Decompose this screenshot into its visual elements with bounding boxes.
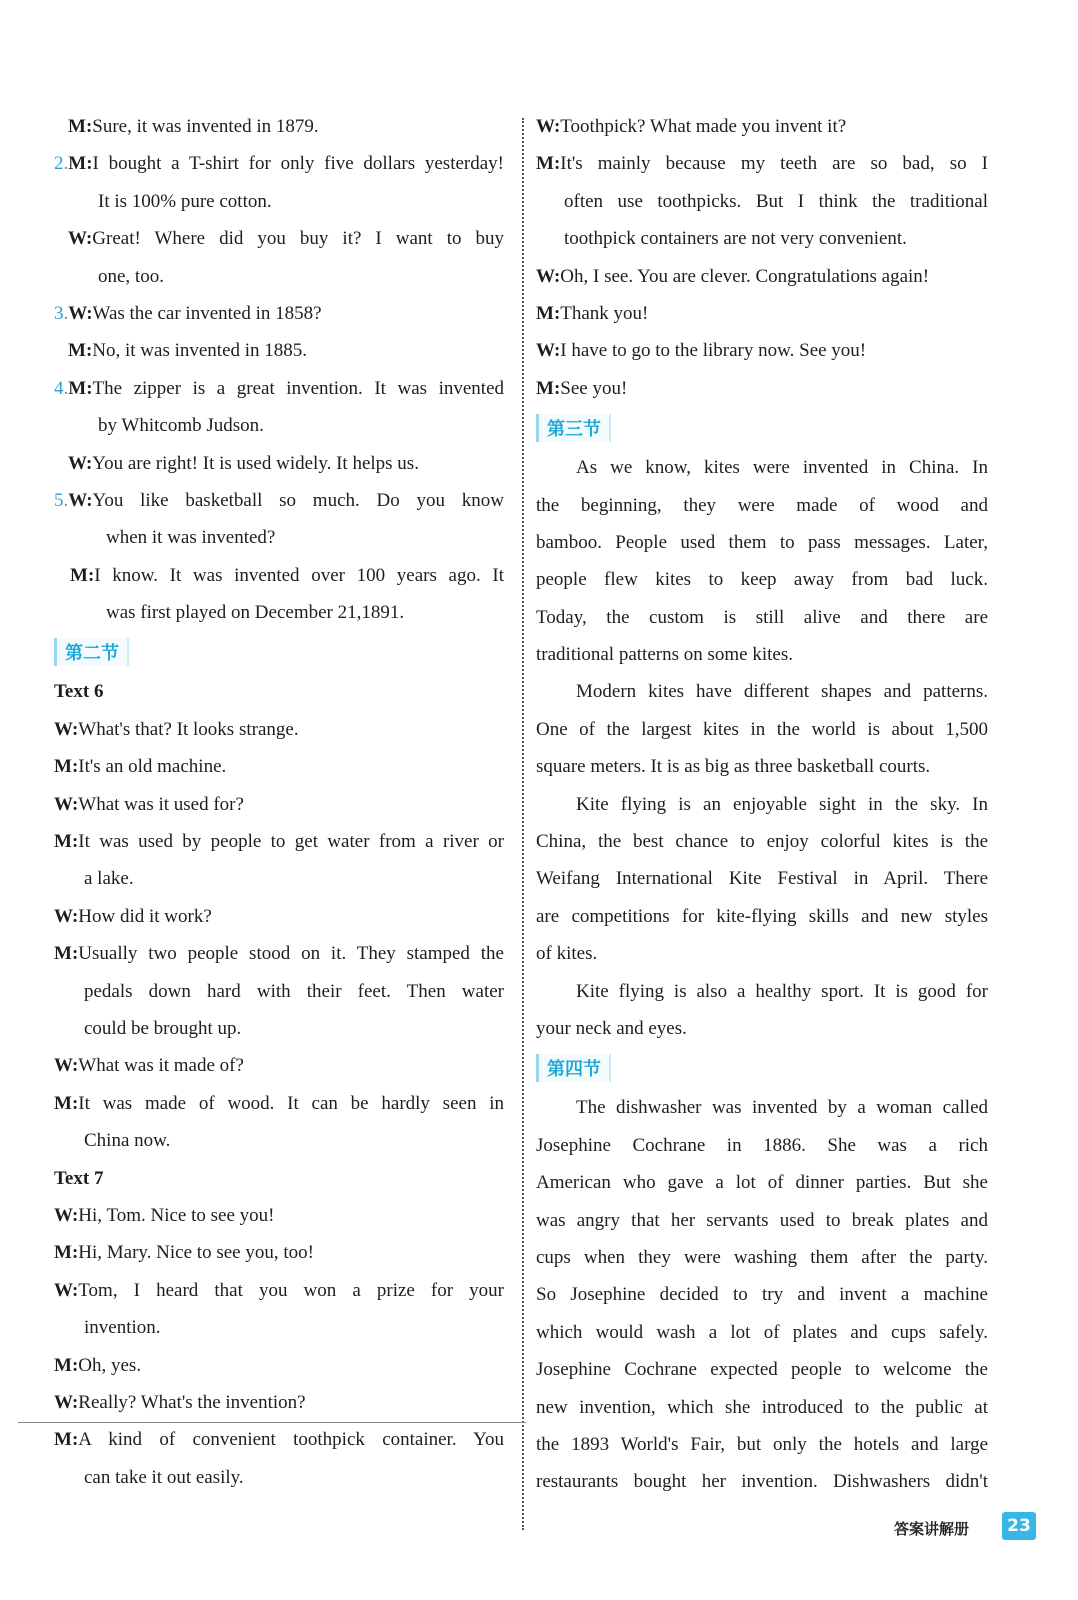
line-text: I have to go to the library now. See you!	[560, 340, 867, 362]
text-line	[54, 973, 504, 1010]
line-text: Text 7	[54, 1167, 104, 1189]
speaker-label: M	[54, 756, 72, 778]
speaker-label: M	[68, 116, 86, 137]
line-text: was angry that her servants used to break plates and	[536, 1209, 988, 1231]
line-text: one, too.	[98, 265, 164, 287]
dialogue-line: W:How did it work?	[54, 905, 212, 927]
text-line	[536, 860, 988, 897]
line-text: Text 6	[54, 681, 104, 703]
line-text: As we know, kites were invented in China. In	[576, 457, 988, 479]
section-heading	[536, 407, 988, 449]
line-text: What's that? It looks strange.	[78, 718, 299, 740]
line-text: Oh, I see. You are clever. Congratulations again!	[560, 265, 930, 287]
line-text: American who gave a lot of dinner parties. But she	[536, 1172, 988, 1194]
line-text: are competitions for kite-flying skills and new styles	[536, 905, 988, 927]
speaker-label: W	[536, 116, 554, 137]
speaker-label: W	[54, 1279, 72, 1301]
line-text: invention.	[84, 1317, 161, 1339]
text-line	[536, 1089, 988, 1126]
line-text: could be brought up.	[84, 1017, 242, 1039]
dialogue-line: M:No, it was invented in 1885.	[68, 340, 308, 362]
speaker-label: M	[68, 377, 87, 399]
line-text: No, it was invented in 1885.	[92, 340, 308, 362]
text-line	[536, 1202, 988, 1239]
speaker-label: W	[54, 905, 72, 927]
text-line	[536, 449, 988, 486]
speaker-label: W	[54, 1204, 72, 1226]
line-text: See you!	[560, 377, 628, 399]
dialogue-line: W:Toothpick? What made you invent it?	[536, 116, 847, 137]
line-text: China, the best chance to enjoy colorful kites is the	[536, 831, 988, 853]
line-text: Josephine Cochrane in 1886. She was a rich	[536, 1134, 988, 1156]
speaker-label: M	[54, 1354, 72, 1376]
line-text: It's an old machine.	[78, 756, 227, 778]
section-heading-label: 第二节	[54, 638, 129, 666]
dialogue-line: W:Hi, Tom. Nice to see you!	[54, 1204, 275, 1226]
line-text: I bought a T-shirt for only five dollars yesterday!	[92, 153, 504, 175]
text-line	[536, 973, 988, 1010]
line-text: China now.	[84, 1130, 171, 1152]
line-text: Kite flying is an enjoyable sight in the sky. In	[576, 793, 988, 815]
speaker-label: W	[54, 793, 72, 815]
line-text: Thank you!	[560, 302, 649, 324]
line-text: was first played on December 21,1891.	[106, 602, 405, 624]
line-text: cups when they were washing them after the party.	[536, 1246, 988, 1268]
text-line	[536, 636, 988, 673]
line-text: You like basketball so much. Do you know	[92, 489, 504, 511]
speaker-label: M	[68, 340, 86, 362]
text-line	[54, 519, 504, 556]
text-line	[536, 748, 988, 785]
dialogue-line: M:It's an old machine.	[54, 756, 227, 778]
text-line	[536, 487, 988, 524]
line-text: a lake.	[84, 868, 134, 890]
column-divider	[522, 118, 524, 1530]
line-text: It is 100% pure cotton.	[98, 190, 272, 212]
dialogue-line: W:Oh, I see. You are clever. Congratulations again!	[536, 265, 930, 287]
line-text: Modern kites have different shapes and patterns.	[576, 681, 988, 703]
footer-label: 答案讲解册	[894, 1520, 970, 1538]
line-text: Toothpick? What made you invent it?	[560, 116, 847, 137]
line-text: The dishwasher was invented by a woman called	[576, 1097, 988, 1119]
line-text: restaurants bought her invention. Dishwashers didn't	[536, 1471, 988, 1493]
text-line	[54, 1309, 504, 1346]
text-line	[536, 1351, 988, 1388]
text-line	[536, 1314, 988, 1351]
text-line	[54, 183, 504, 220]
line-text: What was it used for?	[78, 793, 244, 815]
line-text: when it was invented?	[106, 527, 276, 549]
section-heading-label: 第四节	[536, 1054, 611, 1082]
text-line	[536, 823, 988, 860]
line-text: Really? What's the invention?	[78, 1391, 306, 1413]
speaker-label: M	[54, 1092, 72, 1114]
text-line	[536, 1239, 988, 1276]
item-number: 3.	[54, 302, 69, 324]
line-text: Usually two people stood on it. They stamped the	[78, 943, 504, 965]
speaker-label: M	[70, 564, 88, 586]
bottom-rule	[18, 1422, 526, 1423]
dialogue-line: 3.W:Was the car invented in 1858?	[54, 302, 322, 324]
dialogue-line: M:I know. It was invented over 100 years ago. It	[70, 564, 504, 586]
dialogue-line: W:What's that? It looks strange.	[54, 718, 299, 740]
speaker-label: W	[68, 452, 86, 474]
text-title	[54, 1160, 504, 1197]
text-title	[54, 673, 504, 710]
dialogue-line: W:What was it made of?	[54, 1055, 244, 1077]
speaker-label: M	[54, 943, 72, 965]
line-text: How did it work?	[78, 905, 212, 927]
speaker-label: M	[68, 153, 87, 175]
line-text: Was the car invented in 1858?	[92, 302, 322, 324]
dialogue-line: 2.M:I bought a T-shirt for only five dollars yesterday!	[54, 153, 504, 175]
line-text: You are right! It is used widely. It helps us.	[92, 452, 419, 474]
text-line	[54, 258, 504, 295]
text-line	[54, 1010, 504, 1047]
line-text: Weifang International Kite Festival in April. There	[536, 868, 988, 890]
section-heading	[536, 1047, 988, 1089]
line-text: It was used by people to get water from a river or	[78, 831, 504, 853]
section-heading-label: 第三节	[536, 414, 611, 442]
text-line	[54, 860, 504, 897]
line-text: Great! Where did you buy it? I want to buy	[92, 228, 504, 250]
text-line	[536, 935, 988, 972]
dialogue-line: M:Thank you!	[536, 302, 649, 324]
speaker-label: W	[68, 489, 87, 511]
dialogue-line: W:What was it used for?	[54, 793, 244, 815]
line-text: It's mainly because my teeth are so bad, so I	[560, 153, 988, 175]
line-text: Kite flying is also a healthy sport. It is good for	[576, 980, 988, 1002]
dialogue-line: M:It's mainly because my teeth are so bad, so I	[536, 153, 988, 175]
text-line	[54, 594, 504, 631]
line-text: which would wash a lot of plates and cups safely.	[536, 1321, 988, 1343]
text-line	[536, 183, 988, 220]
dialogue-line: W:I have to go to the library now. See you!	[536, 340, 867, 362]
dialogue-line: M:Sure, it was invented in 1879.	[68, 116, 319, 137]
line-text: I know. It was invented over 100 years ago. It	[94, 564, 504, 586]
speaker-label: M	[536, 377, 554, 399]
section-heading	[54, 631, 504, 673]
line-text: One of the largest kites in the world is about 1,500	[536, 718, 988, 740]
speaker-label: M	[54, 1429, 72, 1451]
line-text: of kites.	[536, 943, 598, 965]
line-text: your neck and eyes.	[536, 1017, 687, 1039]
right-column	[536, 108, 988, 1501]
line-text: pedals down hard with their feet. Then water	[84, 980, 504, 1002]
dialogue-line: M:A kind of convenient toothpick container. You	[54, 1429, 504, 1451]
speaker-label: W	[536, 265, 554, 287]
text-line	[536, 1127, 988, 1164]
line-text: can take it out easily.	[84, 1466, 244, 1488]
line-text: Hi, Mary. Nice to see you, too!	[78, 1242, 314, 1264]
speaker-label: W	[54, 1391, 72, 1413]
dialogue-line: M:See you!	[536, 377, 628, 399]
line-text: Josephine Cochrane expected people to welcome the	[536, 1359, 988, 1381]
text-line	[536, 1276, 988, 1313]
line-text: the 1893 World's Fair, but only the hotels and large	[536, 1433, 988, 1455]
speaker-label: W	[68, 302, 87, 324]
text-line	[536, 898, 988, 935]
dialogue-line: 4.M:The zipper is a great invention. It was invented	[54, 377, 504, 399]
dialogue-line: M:Usually two people stood on it. They stamped the	[54, 943, 504, 965]
dialogue-line: W:Really? What's the invention?	[54, 1391, 306, 1413]
speaker-label: M	[536, 153, 554, 175]
line-text: Hi, Tom. Nice to see you!	[78, 1204, 275, 1226]
line-text: square meters. It is as big as three basketball courts.	[536, 756, 931, 778]
text-line	[536, 599, 988, 636]
line-text: the beginning, they were made of wood and	[536, 494, 988, 516]
line-text: It was made of wood. It can be hardly seen in	[78, 1092, 504, 1114]
line-text: often use toothpicks. But I think the traditional	[564, 190, 988, 212]
text-line	[536, 1010, 988, 1047]
text-line	[536, 524, 988, 561]
text-line	[54, 1122, 504, 1159]
item-number: 5.	[54, 489, 69, 511]
text-line	[536, 561, 988, 598]
speaker-label: M	[536, 302, 554, 324]
text-line	[536, 220, 988, 257]
left-column	[54, 108, 504, 1496]
line-text: What was it made of?	[78, 1055, 244, 1077]
text-line	[536, 1426, 988, 1463]
speaker-label: W	[54, 718, 72, 740]
item-number: 4.	[54, 377, 69, 399]
line-text: new invention, which she introduced to the public at	[536, 1396, 988, 1418]
dialogue-line: M:Oh, yes.	[54, 1354, 142, 1376]
line-text: Today, the custom is still alive and there are	[536, 606, 988, 628]
line-text: Oh, yes.	[78, 1354, 142, 1376]
page-number: 23	[1002, 1512, 1036, 1540]
speaker-label: M	[54, 831, 72, 853]
text-line	[536, 673, 988, 710]
speaker-label: W	[54, 1055, 72, 1077]
dialogue-line: M:Hi, Mary. Nice to see you, too!	[54, 1242, 314, 1264]
speaker-label: W	[536, 340, 554, 362]
line-text: So Josephine decided to try and invent a machine	[536, 1284, 988, 1306]
dialogue-line: M:It was used by people to get water from a river or	[54, 831, 504, 853]
dialogue-line: W:Great! Where did you buy it? I want to buy	[68, 228, 504, 250]
dialogue-line: W:You are right! It is used widely. It helps us.	[68, 452, 419, 474]
dialogue-line: M:It was made of wood. It can be hardly seen in	[54, 1092, 504, 1114]
line-text: The zipper is a great invention. It was invented	[92, 377, 504, 399]
dialogue-line: W:Tom, I heard that you won a prize for your	[54, 1279, 504, 1301]
line-text: bamboo. People used them to pass messages. Later,	[536, 531, 988, 553]
text-line	[536, 711, 988, 748]
text-line	[54, 1459, 504, 1496]
dialogue-line: 5.W:You like basketball so much. Do you know	[54, 489, 504, 511]
line-text: Tom, I heard that you won a prize for your	[78, 1279, 504, 1301]
speaker-label: M	[54, 1242, 72, 1264]
text-line	[54, 407, 504, 444]
item-number: 2.	[54, 153, 69, 175]
speaker-label: W	[68, 228, 86, 250]
line-text: traditional patterns on some kites.	[536, 644, 793, 666]
text-line	[536, 1389, 988, 1426]
line-text: by Whitcomb Judson.	[98, 415, 264, 437]
text-line	[536, 1463, 988, 1500]
line-text: toothpick containers are not very convenient.	[564, 228, 907, 250]
line-text: Sure, it was invented in 1879.	[92, 116, 319, 137]
text-line	[536, 1164, 988, 1201]
text-line	[536, 786, 988, 823]
line-text: A kind of convenient toothpick container. You	[78, 1429, 504, 1451]
line-text: people flew kites to keep away from bad luck.	[536, 569, 988, 591]
